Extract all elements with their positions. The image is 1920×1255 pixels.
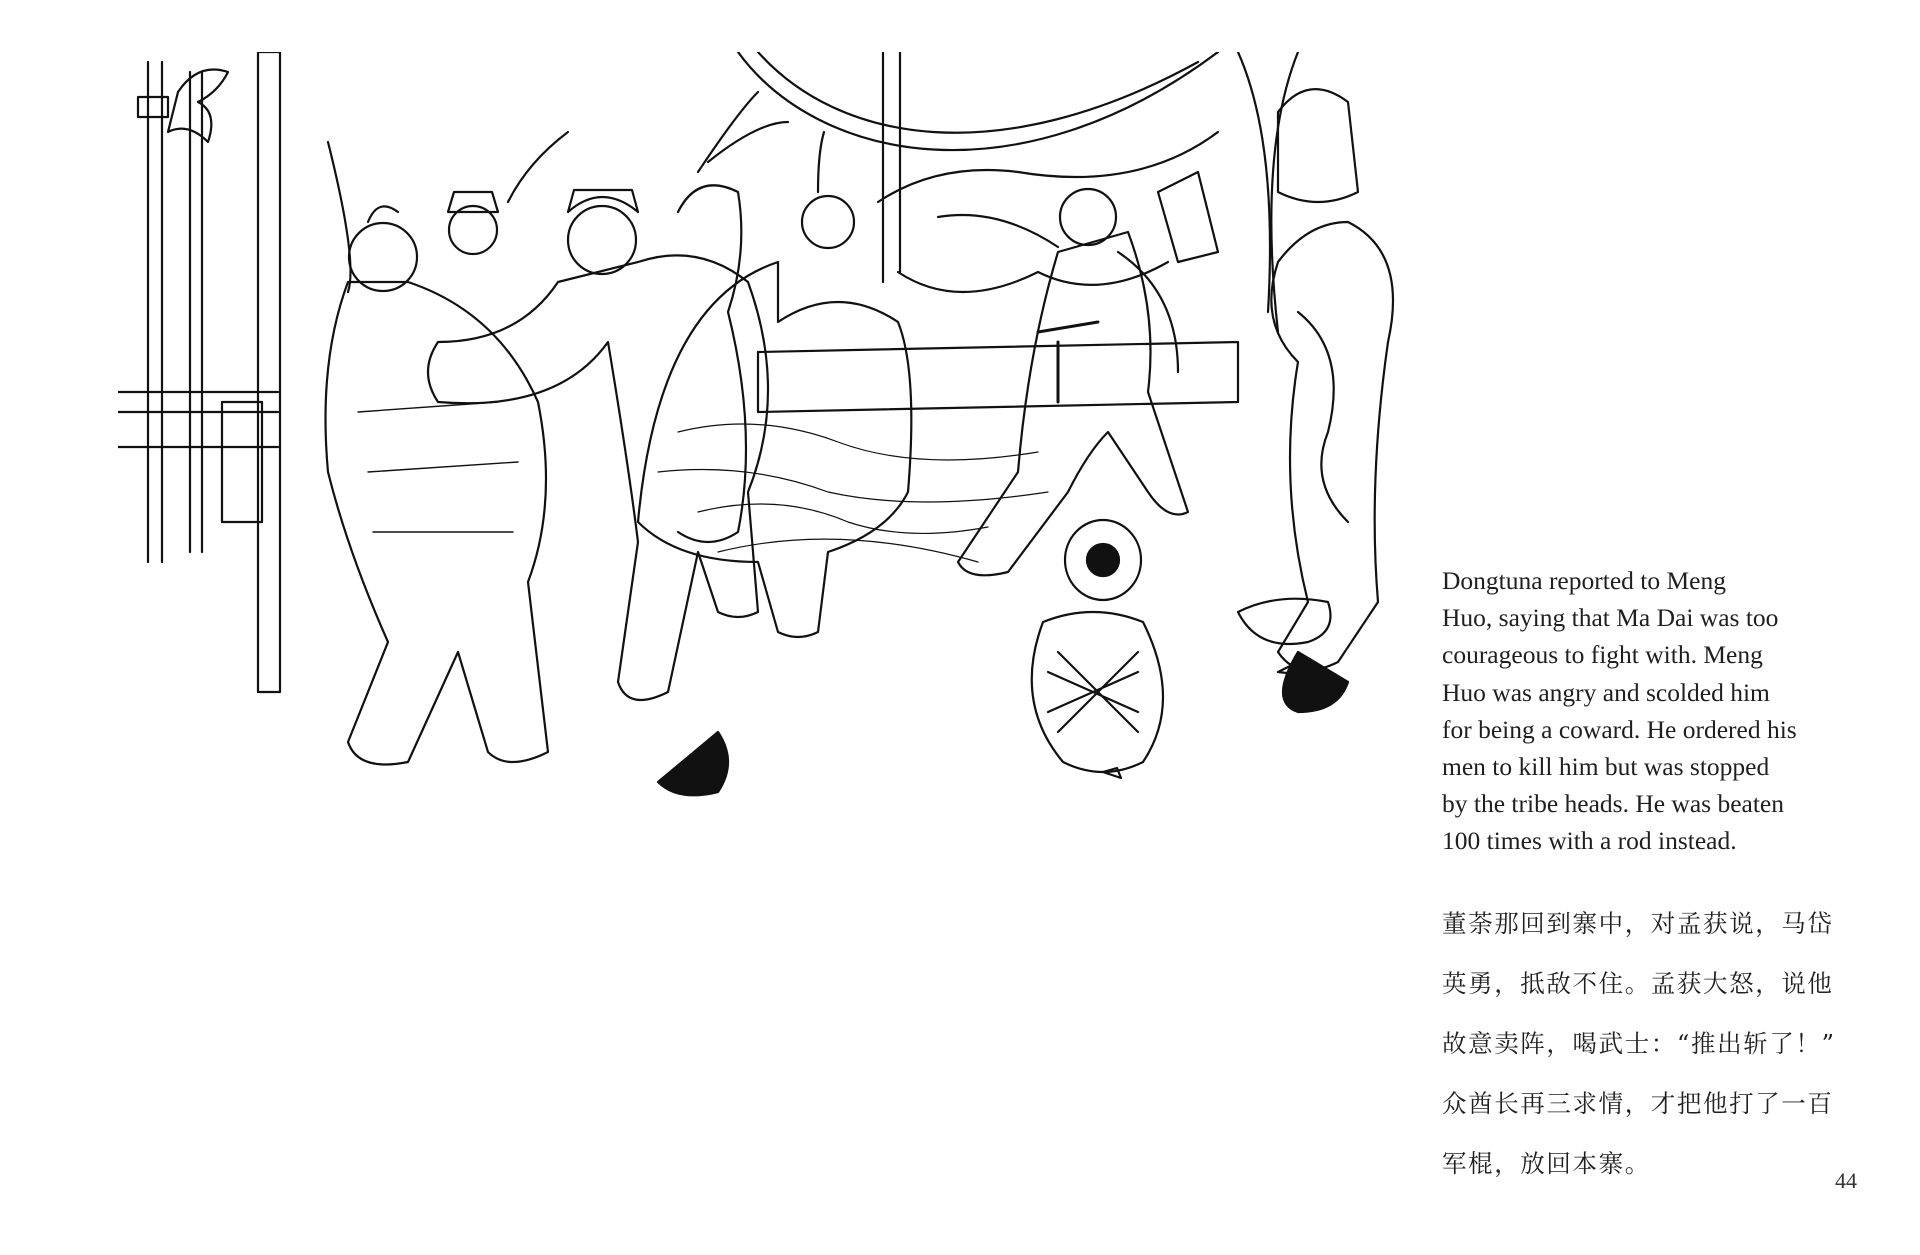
broken-pots — [1032, 520, 1334, 778]
caption-zh-line: 董荼那回到寨中，对孟获说，马岱 — [1442, 908, 1834, 938]
caption-en-line: 100 times with a rod instead. — [1442, 826, 1737, 856]
caption-en-line: for being a coward. He ordered his — [1442, 714, 1797, 744]
caption-en-line: Huo was angry and scolded him — [1442, 677, 1770, 707]
tent-drapes — [738, 52, 1298, 332]
caption-en-line: men to kill him but was stopped — [1442, 752, 1770, 782]
caption-english — [1442, 562, 1862, 860]
caption-zh-line: 英勇，抵敌不住。孟获大怒，说他 — [1442, 968, 1834, 998]
caption-en-line: by the tribe heads. He was beaten — [1442, 789, 1784, 819]
caption-en-line: Huo, saying that Ma Dai was too — [1442, 603, 1779, 633]
caption-column — [1442, 562, 1862, 1194]
caption-en-line: courageous to fight with. Meng — [1442, 640, 1763, 670]
caption-chinese — [1442, 894, 1862, 1194]
caption-zh-line: 众酋长再三求情，才把他打了一百 — [1442, 1088, 1834, 1118]
ink-illustration — [118, 52, 1410, 950]
page-number: 44 — [1835, 1168, 1857, 1193]
caption-zh-line: 军棍，放回本寨。 — [1442, 1148, 1651, 1178]
caption-en-line: Dongtuna reported to Meng — [1442, 566, 1726, 595]
weapon-rack — [118, 52, 280, 692]
figure-group — [326, 92, 1394, 795]
caption-zh-line: 故意卖阵，喝武士：“推出斩了！” — [1442, 1028, 1836, 1058]
